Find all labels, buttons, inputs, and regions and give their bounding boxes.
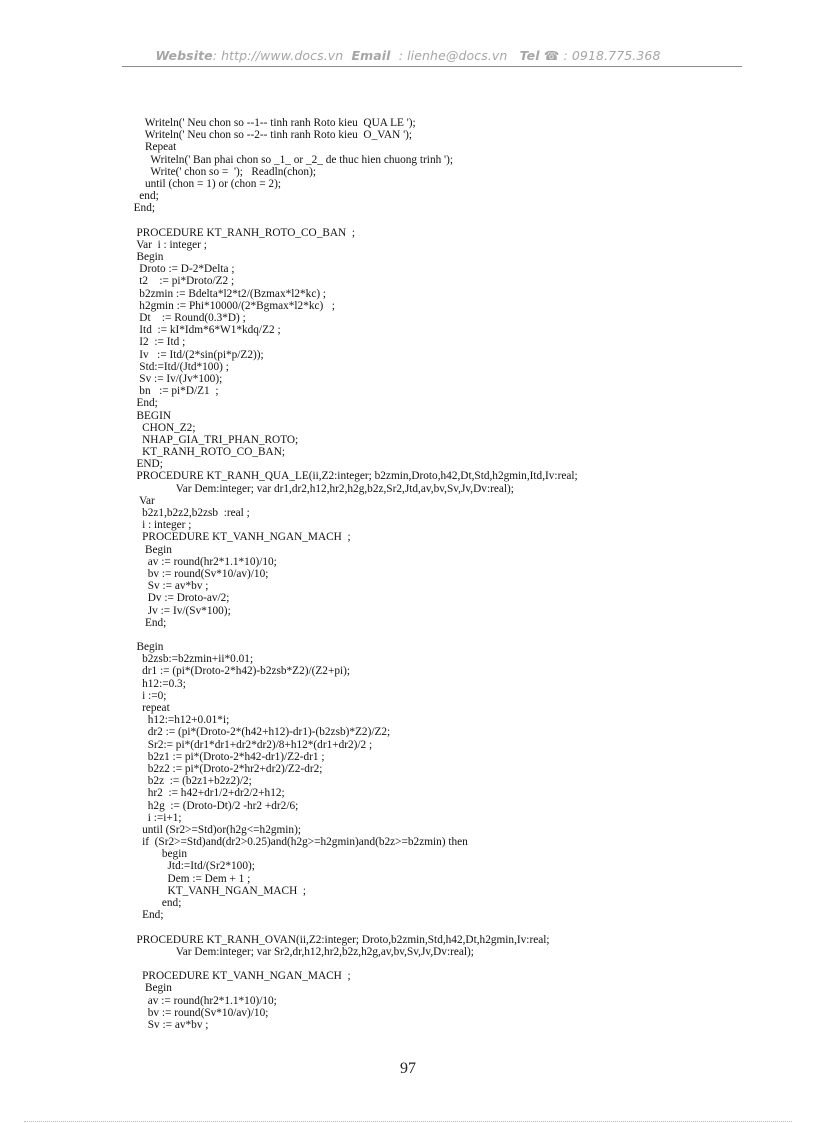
code-line: Var Dem:integer; var Sr2,dr,h12,hr2,b2z,h2g,av,bv,Sv,Jv,Dv:real);	[128, 945, 474, 958]
code-line: Begin	[128, 641, 164, 654]
header-rule	[122, 66, 742, 67]
code-line: av := round(hr2*1.1*10)/10;	[128, 994, 277, 1007]
code-line: End;	[128, 909, 164, 922]
code-line: I2 := Itd ;	[128, 336, 186, 349]
code-line: Dt := Round(0.3*D) ;	[128, 312, 246, 324]
code-line: Write(' chon so = '); Readln(chon);	[128, 165, 316, 178]
code-line: Dv := Droto-av/2;	[128, 592, 230, 605]
code-line: bv := round(Sv*10/av)/10;	[128, 1006, 269, 1019]
code-line: h2gmin := Phi*10000/(2*Bgmax*l2*kc) ;	[128, 299, 335, 312]
code-line: if (Sr2>=Std)and(dr2>0.25)and(h2g>=h2gmin)and(b2z>=b2zmin) then	[128, 836, 468, 849]
code-listing	[128, 117, 728, 1031]
code-line: Writeln(' Neu chon so --1-- tinh ranh Roto kieu QUA LE ');	[128, 117, 416, 129]
code-line: b2z2 := pi*(Droto-2*hr2+dr2)/Z2-dr2;	[128, 762, 323, 775]
code-line: h12:=0.3;	[128, 677, 186, 690]
code-line: Sv := av*bv ;	[128, 580, 209, 593]
email-label: Email	[351, 48, 391, 63]
code-line: Var Dem:integer; var dr1,dr2,h12,hr2,h2g,b2z,Sr2,Jtd,av,bv,Sv,Jv,Dv:real);	[128, 482, 514, 495]
footer-rule	[24, 1121, 792, 1122]
code-line: PROCEDURE KT_VANH_NGAN_MACH ;	[128, 970, 351, 983]
code-line: b2zsb:=b2zmin+ii*0.01;	[128, 653, 254, 666]
code-line: Sr2:= pi*(dr1*dr1+dr2*dr2)/8+h12*(dr1+dr2)/2 ;	[128, 738, 373, 751]
code-line: Begin	[128, 251, 164, 264]
code-line: b2zmin := Bdelta*l2*t2/(Bzmax*l2*kc) ;	[128, 287, 327, 300]
code-line: dr2 := (pi*(Droto-2*(h42+h12)-dr1)-(b2zsb)*Z2)/Z2;	[128, 726, 391, 739]
code-line: BEGIN	[128, 409, 171, 422]
code-line: PROCEDURE KT_VANH_NGAN_MACH ;	[128, 531, 351, 544]
code-line: b2z := (b2z1+b2z2)/2;	[128, 775, 252, 788]
code-line: End;	[128, 397, 158, 410]
code-line	[128, 921, 728, 933]
code-line: PROCEDURE KT_RANH_ROTO_CO_BAN ;	[128, 226, 356, 239]
code-line: i : integer ;	[128, 519, 192, 532]
code-line: Var	[128, 494, 155, 507]
code-line: end;	[128, 897, 182, 909]
code-line: Sv := av*bv ;	[128, 1018, 209, 1031]
code-line: hr2 := h42+dr1/2+dr2/2+h12;	[128, 787, 285, 800]
code-line: Jtd:=Itd/(Sr2*100);	[128, 860, 255, 873]
code-line: i :=0;	[128, 689, 167, 702]
code-line: PROCEDURE KT_RANH_OVAN(ii,Z2:integer; Droto,b2zmin,Std,h42,Dt,h2gmin,Iv:real;	[128, 933, 550, 946]
code-line: Writeln(' Ban phai chon so _1_ or _2_ de thuc hien chuong trinh ');	[128, 153, 453, 166]
code-line: PROCEDURE KT_RANH_QUA_LE(ii,Z2:integer; b2zmin,Droto,h42,Dt,Std,h2gmin,Itd,Iv:real;	[128, 470, 578, 483]
code-line: b2z1,b2z2,b2zsb :real ;	[128, 507, 250, 519]
code-line: i :=i+1;	[128, 811, 182, 824]
code-line: begin	[128, 848, 187, 861]
code-line	[128, 629, 728, 641]
website-url: : http://www.docs.vn	[212, 48, 344, 63]
code-line: dr1 := (pi*(Droto-2*h42)-b2zsb*Z2)/(Z2+pi);	[128, 665, 351, 678]
code-line: h2g := (Droto-Dt)/2 -hr2 +dr2/6;	[128, 799, 299, 812]
code-line: Std:=Itd/(Jtd*100) ;	[128, 360, 229, 373]
code-line: END;	[128, 458, 163, 471]
code-line: KT_RANH_ROTO_CO_BAN;	[128, 446, 286, 459]
code-line: end;	[128, 190, 159, 203]
code-line: bv := round(Sv*10/av)/10;	[128, 567, 269, 580]
code-line: End;	[128, 616, 167, 629]
code-line: CHON_Z2;	[128, 421, 196, 434]
code-line: Jv := Iv/(Sv*100);	[128, 604, 231, 617]
email-value: : lienhe@docs.vn	[398, 48, 508, 63]
website-label: Website	[155, 48, 213, 63]
code-line	[128, 958, 728, 970]
code-line: until (chon = 1) or (chon = 2);	[128, 177, 281, 190]
page-header	[0, 48, 816, 63]
tel-value: ☎ : 0918.775.368	[539, 48, 661, 63]
code-line: bn := pi*D/Z1 ;	[128, 385, 219, 398]
code-line: Sv := Iv/(Jv*100);	[128, 372, 223, 385]
code-line: Begin	[128, 543, 172, 556]
code-line: av := round(hr2*1.1*10)/10;	[128, 555, 277, 568]
code-line: End;	[128, 202, 155, 215]
code-line: until (Sr2>=Std)or(h2g<=h2gmin);	[128, 823, 301, 836]
code-line: Begin	[128, 982, 172, 995]
tel-label: Tel	[519, 48, 540, 63]
code-line: h12:=h12+0.01*i;	[128, 714, 230, 727]
code-line: Droto := D-2*Delta ;	[128, 263, 235, 276]
code-line: Repeat	[128, 141, 177, 154]
code-line: NHAP_GIA_TRI_PHAN_ROTO;	[128, 433, 299, 446]
code-line: Writeln(' Neu chon so --2-- tinh ranh Roto kieu O_VAN ');	[128, 129, 413, 142]
code-line: Iv := Itd/(2*sin(pi*p/Z2));	[128, 348, 264, 361]
page-number: 97	[400, 1060, 416, 1077]
code-line: repeat	[128, 702, 170, 714]
code-line: Itd := kI*Idm*6*W1*kdq/Z2 ;	[128, 324, 281, 337]
code-line: t2 := pi*Droto/Z2 ;	[128, 275, 235, 288]
code-line: b2z1 := pi*(Droto-2*h42-dr1)/Z2-dr1 ;	[128, 750, 325, 763]
code-line: KT_VANH_NGAN_MACH ;	[128, 884, 307, 897]
code-line: Dem := Dem + 1 ;	[128, 872, 251, 885]
code-line: Var i : integer ;	[128, 238, 207, 251]
code-line	[128, 215, 728, 227]
